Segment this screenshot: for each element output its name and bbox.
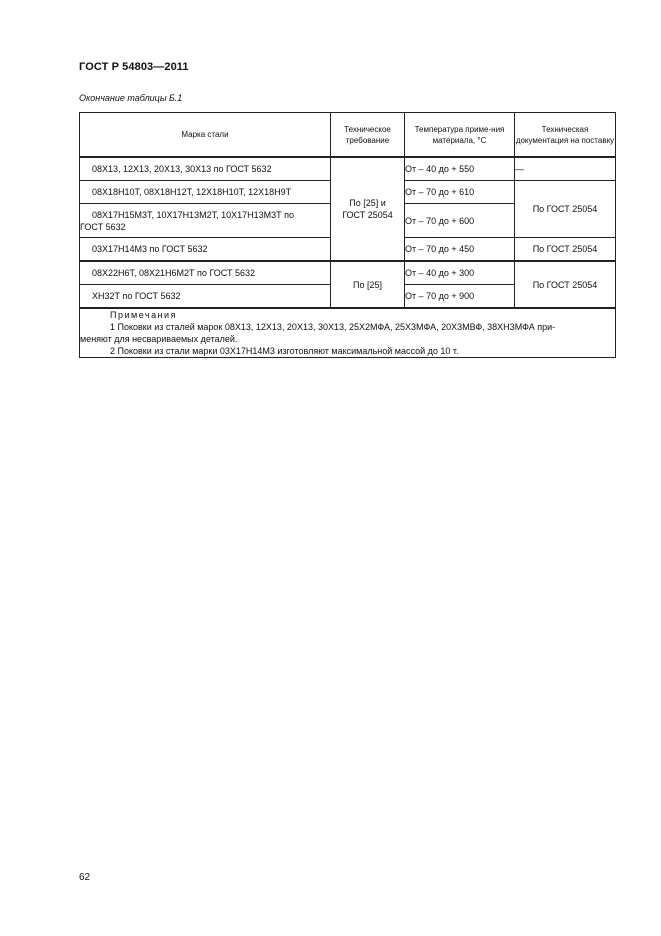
grade-text: ХН32Т по ГОСТ 5632 [92, 291, 181, 301]
requirement-cell [331, 157, 405, 261]
note-2: 2 Поковки из стали марки 03Х17Н14М3 изготовляют максимальной массой до 10 т. [110, 346, 459, 356]
header-temperature: Температура приме-ния материала, °С [405, 113, 515, 158]
documentation-cell: По ГОСТ 25054 [515, 261, 616, 308]
page-number: 62 [79, 872, 91, 883]
note-1-continuation: меняют для несвариваемых деталей. [80, 334, 238, 344]
grade-cell [80, 204, 331, 238]
documentation-cell: — [515, 157, 616, 181]
table-caption: Окончание таблицы Б.1 [79, 93, 183, 103]
grade-cell [80, 157, 331, 181]
documentation-cell: По ГОСТ 25054 [515, 238, 616, 262]
standard-title: ГОСТ Р 54803—2011 [79, 61, 189, 73]
header-technical-requirement: Техническое требование [331, 113, 405, 158]
grade-text-line-1: 08Х17Н15М3Т, 10Х17Н13М2Т, 10Х17Н13М3Т по [92, 209, 294, 220]
temperature-cell: От – 40 до + 550 [405, 157, 515, 181]
note-1: 1 Поковки из сталей марок 08Х13, 12Х13, 20Х13, 30Х13, 25Х2МФА, 25Х3МФА, 20Х3МВФ, 38ХН3МФА при- [110, 322, 556, 332]
grade-cell [80, 261, 331, 285]
table-row [80, 157, 616, 181]
temperature-cell: От – 70 до + 600 [405, 204, 515, 238]
header-steel-grade: Марка стали [80, 113, 331, 158]
grade-text: 08Х13, 12Х13, 20Х13, 30Х13 по ГОСТ 5632 [92, 164, 272, 174]
notes-heading: Примечания [110, 310, 177, 320]
requirement-line-1: По [25] и [349, 198, 386, 208]
notes-cell [80, 308, 616, 358]
requirement-text [342, 197, 393, 221]
documentation-cell: По ГОСТ 25054 [515, 181, 616, 238]
grade-text-line-2: ГОСТ 5632 [80, 221, 126, 232]
grade-text: 03Х17Н14М3 по ГОСТ 5632 [92, 244, 208, 254]
requirement-cell: По [25] [331, 261, 405, 308]
grade-text: 08Х22Н6Т, 08Х21Н6М2Т по ГОСТ 5632 [92, 268, 256, 278]
steel-grades-table [79, 112, 616, 358]
temperature-cell: От – 40 до + 300 [405, 261, 515, 285]
grade-cell [80, 285, 331, 309]
grade-cell [80, 181, 331, 204]
notes-row [80, 308, 616, 358]
temperature-cell: От – 70 до + 450 [405, 238, 515, 262]
grade-cell [80, 238, 331, 262]
grade-text: 08Х18Н10Т, 08Х18Н12Т, 12Х18Н10Т, 12Х18Н9Т [92, 187, 292, 197]
table-header-row [80, 113, 616, 158]
temperature-cell: От – 70 до + 900 [405, 285, 515, 309]
requirement-line-2: ГОСТ 25054 [342, 210, 393, 220]
header-delivery-documentation: Техническая документация на поставку [515, 113, 616, 158]
table-row [80, 261, 616, 285]
temperature-cell: От – 70 до + 610 [405, 181, 515, 204]
